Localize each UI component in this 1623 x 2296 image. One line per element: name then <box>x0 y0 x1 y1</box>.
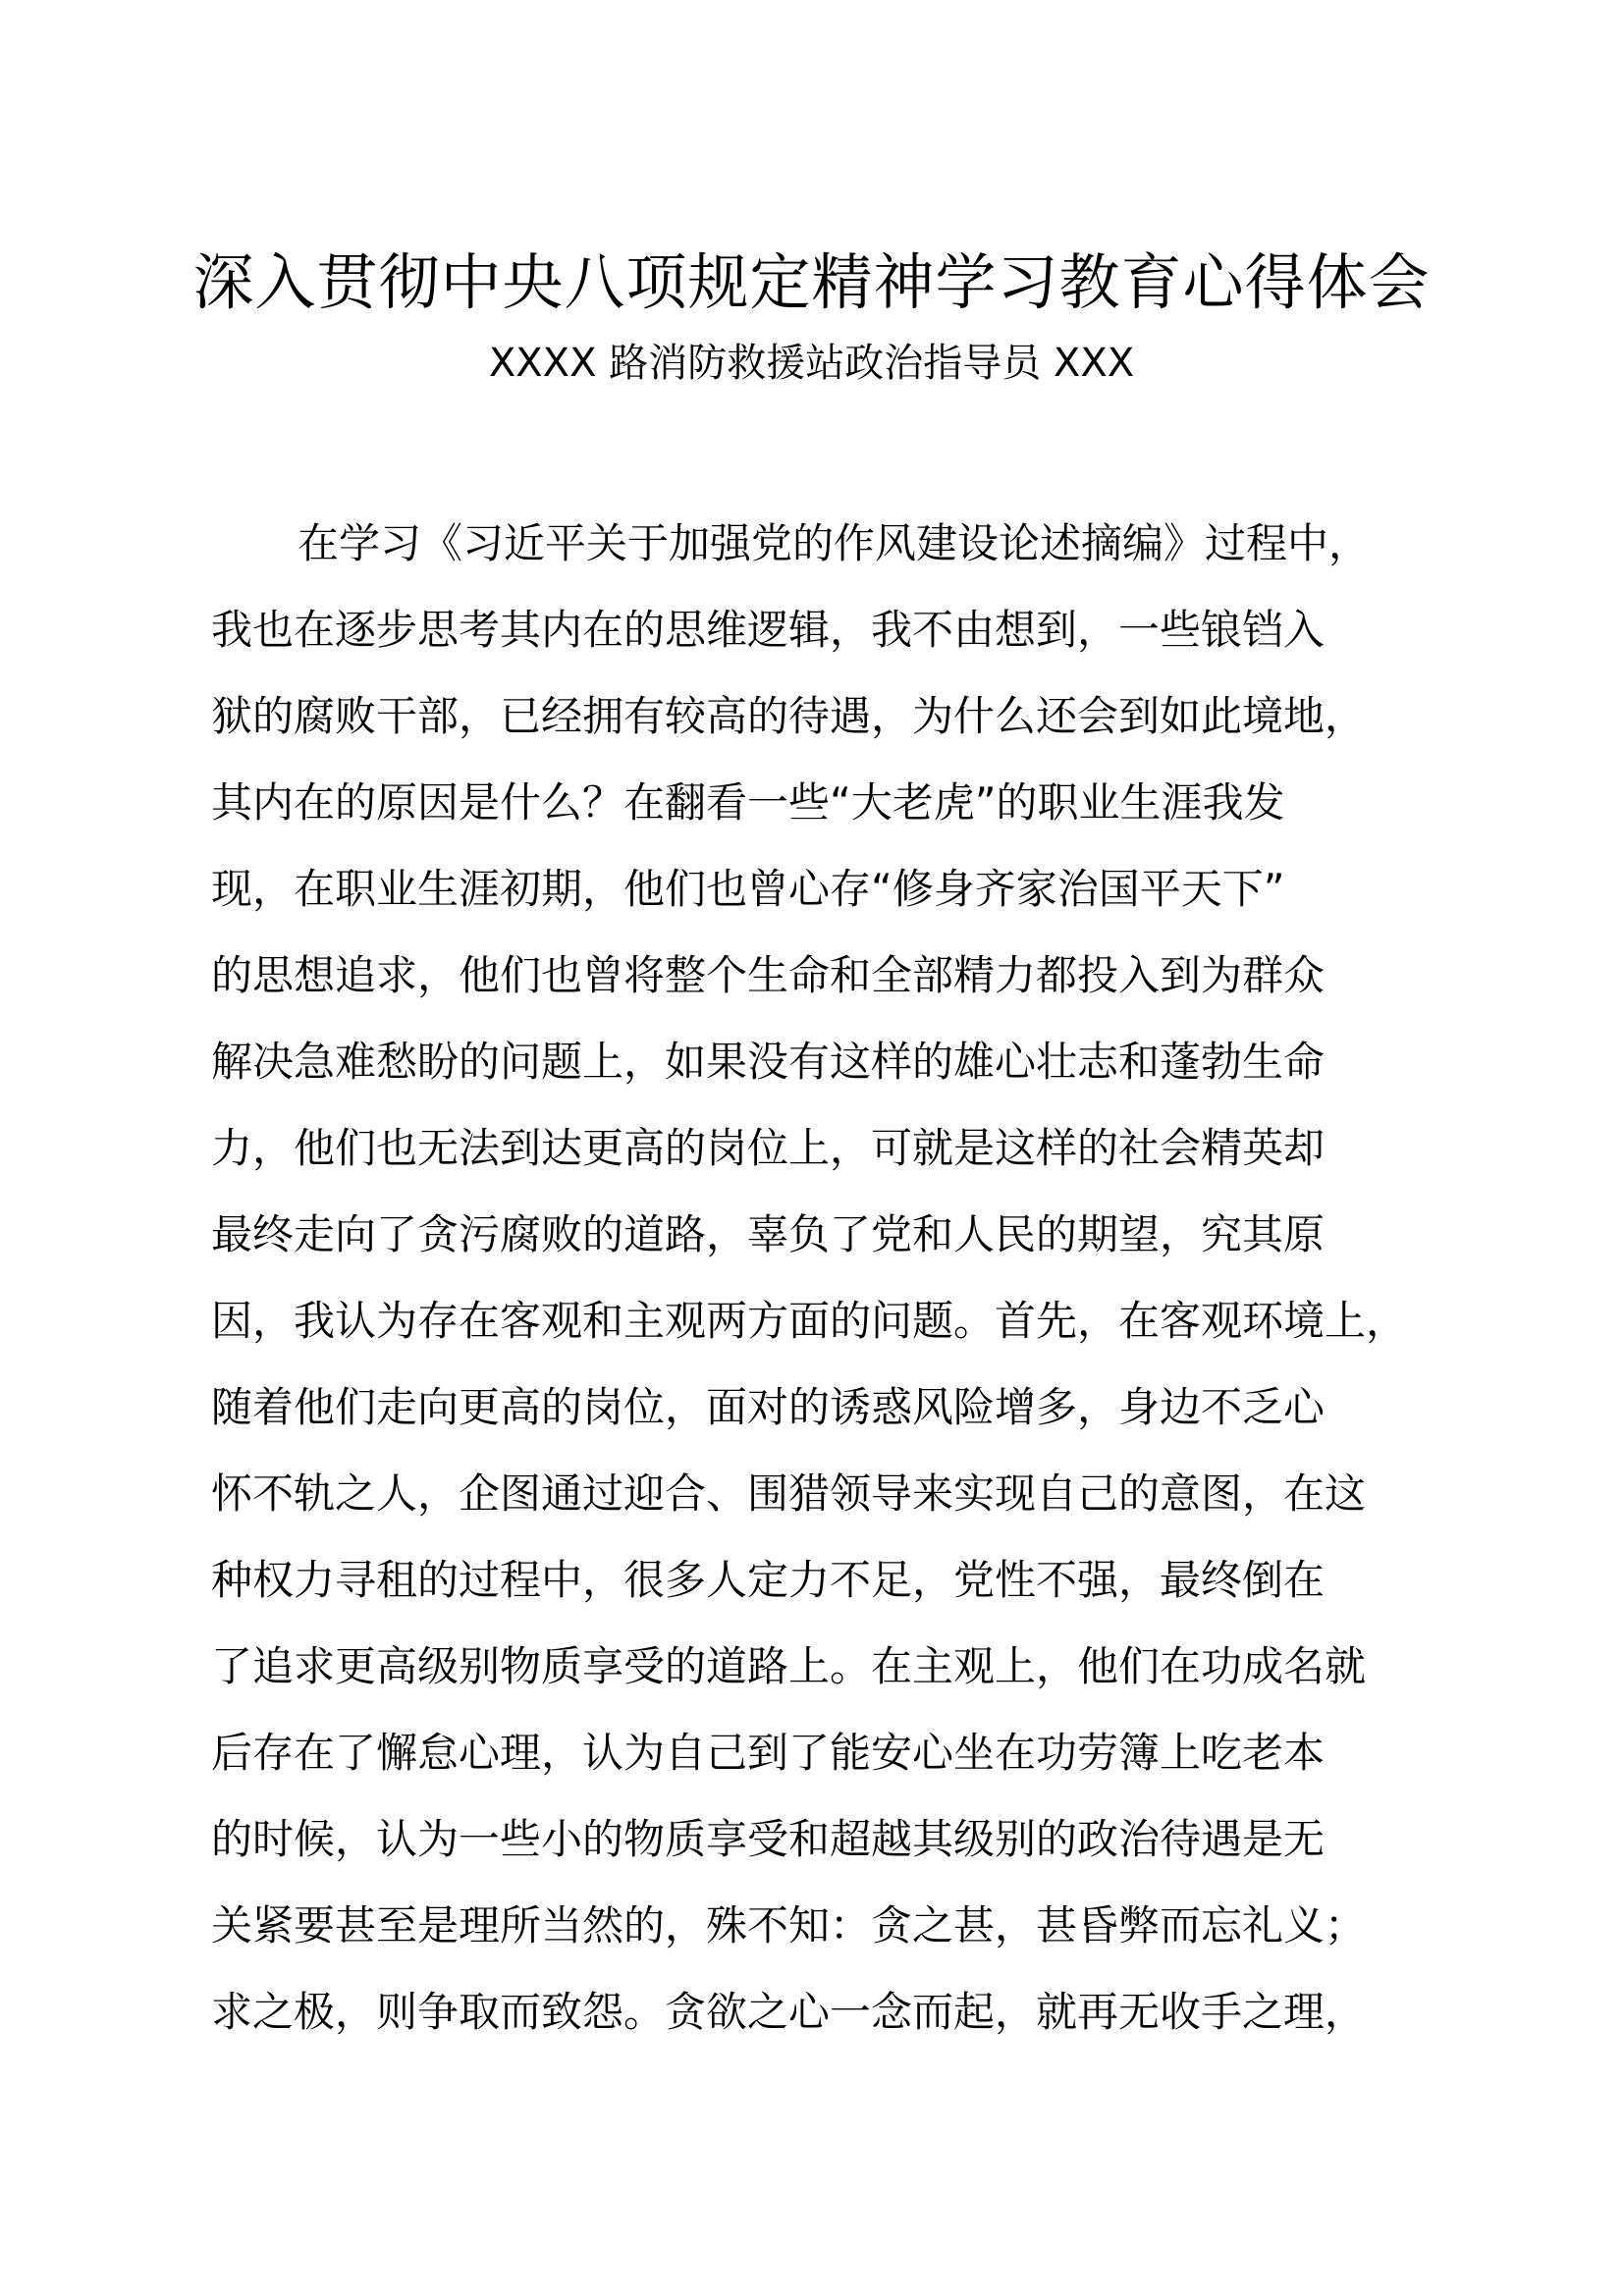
body-line: 我也在逐步思考其内在的思维逻辑，我不由想到，一些锒铛入 <box>211 606 1325 654</box>
body-line: 随着他们走向更高的岗位，面对的诱惑风险增多，身边不乏心 <box>211 1383 1325 1431</box>
body-line: 其内在的原因是什么？在翻看一些“大老虎”的职业生涯我发 <box>211 778 1285 827</box>
document-title: 深入贯彻中央八项规定精神学习教育心得体会 <box>192 246 1431 318</box>
body-line: 现，在职业生涯初期，他们也曾心存“修身齐家治国平天下” <box>211 865 1285 913</box>
body-line: 关紧要甚至是理所当然的，殊不知：贪之甚，甚昏弊而忘礼义； <box>211 1901 1367 1949</box>
body-line: 了追求更高级别物质享受的道路上。在主观上，他们在功成名就 <box>211 1642 1367 1690</box>
body-line: 种权力寻租的过程中，很多人定力不足，党性不强，最终倒在 <box>211 1556 1325 1604</box>
body-line: 的时候，认为一些小的物质享受和超越其级别的政治待遇是无 <box>211 1815 1325 1863</box>
body-line: 解决急难愁盼的问题上，如果没有这样的雄心壮志和蓬勃生命 <box>211 1038 1325 1086</box>
body-line: 怀不轨之人，企图通过迎合、围猎领导来实现自己的意图，在这 <box>211 1469 1367 1518</box>
body-line: 在学习《习近平关于加强党的作风建设论述摘编》过程中， <box>298 519 1371 567</box>
body-paragraph <box>211 501 1429 2056</box>
author-line: XXXX 路消防救援站政治指导员 XXX <box>488 341 1135 386</box>
body-line: 因，我认为存在客观和主观两方面的问题。首先，在客观环境上， <box>211 1297 1408 1345</box>
body-line: 求之极，则争取而致怨。贪欲之心一念而起，就再无收手之理， <box>211 1988 1367 2036</box>
body-line: 最终走向了贪污腐败的道路，辜负了党和人民的期望，究其原 <box>211 1210 1325 1258</box>
body-line: 后存在了懈怠心理，认为自己到了能安心坐在功劳簿上吃老本 <box>211 1729 1325 1777</box>
body-line: 力，他们也无法到达更高的岗位上，可就是这样的社会精英却 <box>211 1124 1325 1172</box>
body-line: 狱的腐败干部，已经拥有较高的待遇，为什么还会到如此境地， <box>211 692 1367 740</box>
body-line: 的思想追求，他们也曾将整个生命和全部精力都投入到为群众 <box>211 951 1325 999</box>
